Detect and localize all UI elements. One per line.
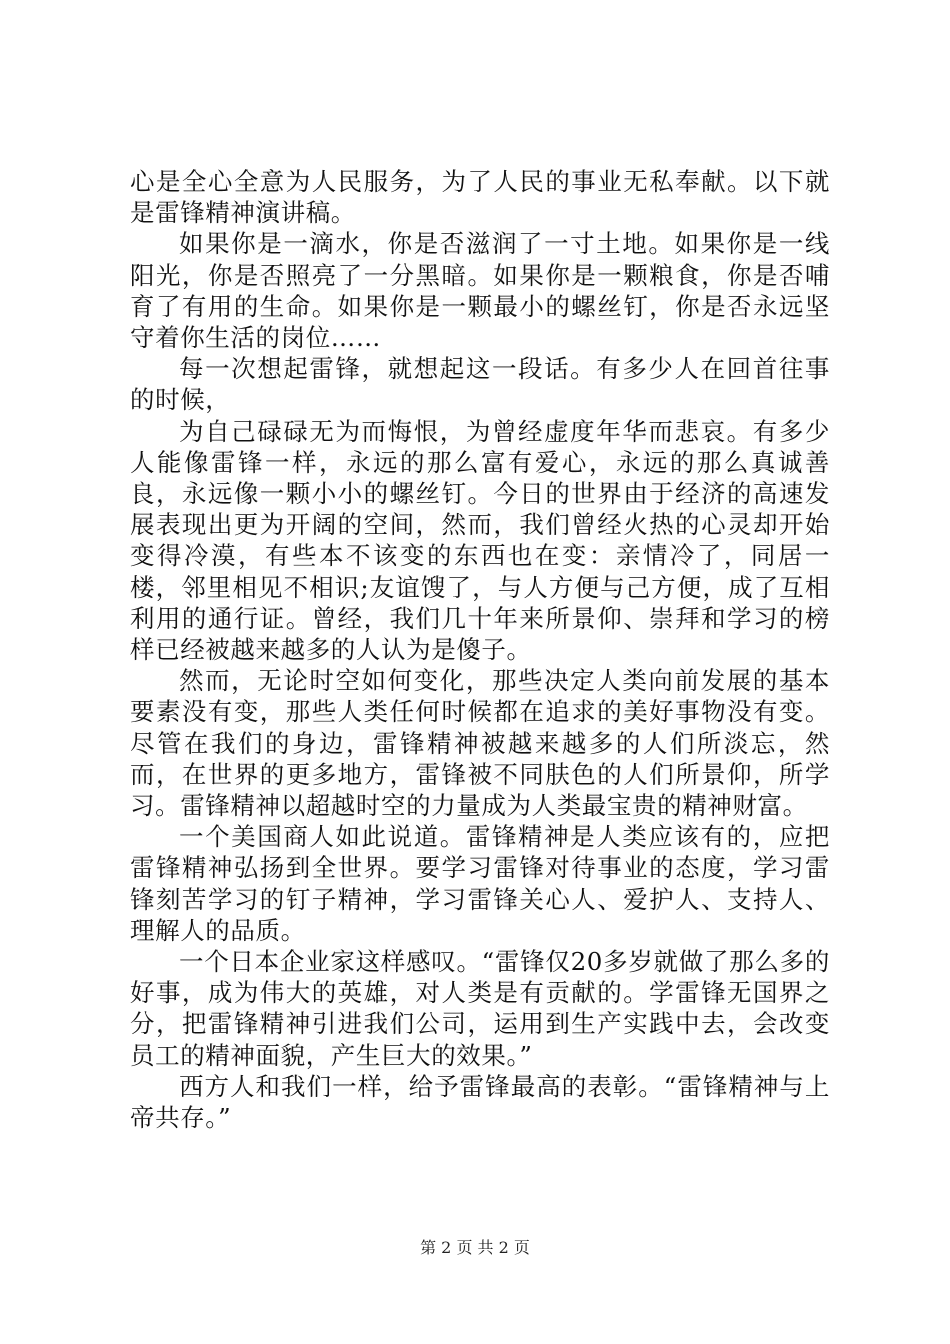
document-body: [130, 166, 830, 1133]
paragraph: 然而，无论时空如何变化，那些决定人类向前发展的基本要素没有变，那些人类任何时候都在追求的美好事物没有变。尽管在我们的身边，雷锋精神被越来越多的人们所淡忘，然而，在世界的更多地方，雷锋被不同肤色的人们所景仰，所学习。雷锋精神以超越时空的力量成为人类最宝贵的精神财富。: [130, 666, 830, 821]
paragraph: 每一次想起雷锋，就想起这一段话。有多少人在回首往事的时候，: [130, 354, 830, 415]
paragraph: 一个日本企业家这样感叹。“雷锋仅20多岁就做了那么多的好事，成为伟大的英雄，对人类是有贡献的。学雷锋无国界之分，把雷锋精神引进我们公司，运用到生产实践中去，会改变员工的精神面貌，产生巨大的效果。”: [130, 947, 830, 1070]
page-number: 第 2 页 共 2 页: [420, 1238, 530, 1257]
paragraph: 如果你是一滴水，你是否滋润了一寸土地。如果你是一线阳光，你是否照亮了一分黑暗。如果你是一颗粮食，你是否哺育了有用的生命。如果你是一颗最小的螺丝钉，你是否永远坚守着你生活的岗位……: [130, 229, 830, 353]
paragraph: 心是全心全意为人民服务，为了人民的事业无私奉献。以下就是雷锋精神演讲稿。: [130, 167, 830, 228]
paragraph: 西方人和我们一样，给予雷锋最高的表彰。“雷锋精神与上帝共存。”: [130, 1071, 830, 1133]
paragraph: 为自己碌碌无为而悔恨，为曾经虚度年华而悲哀。有多少人能像雷锋一样，永远的那么富有爱心，永远的那么真诚善良，永远像一颗小小的螺丝钉。今日的世界由于经济的高速发展表现出更为开阔的空间，然而，我们曾经火热的心灵却开始变得冷漠，有些本不该变的东西也在变：亲情冷了，同居一楼，邻里相见不相识;友谊馊了，与人方便与己方便，成了互相利用的通行证。曾经，我们几十年来所景仰、崇拜和学习的榜样已经被越来越多的人认为是傻子。: [130, 416, 830, 665]
page-footer: [0, 1238, 950, 1258]
paragraph: 一个美国商人如此说道。雷锋精神是人类应该有的，应把雷锋精神弘扬到全世界。要学习雷锋对待事业的态度，学习雷锋刻苦学习的钉子精神，学习雷锋关心人、爱护人、支持人、理解人的品质。: [130, 822, 830, 945]
